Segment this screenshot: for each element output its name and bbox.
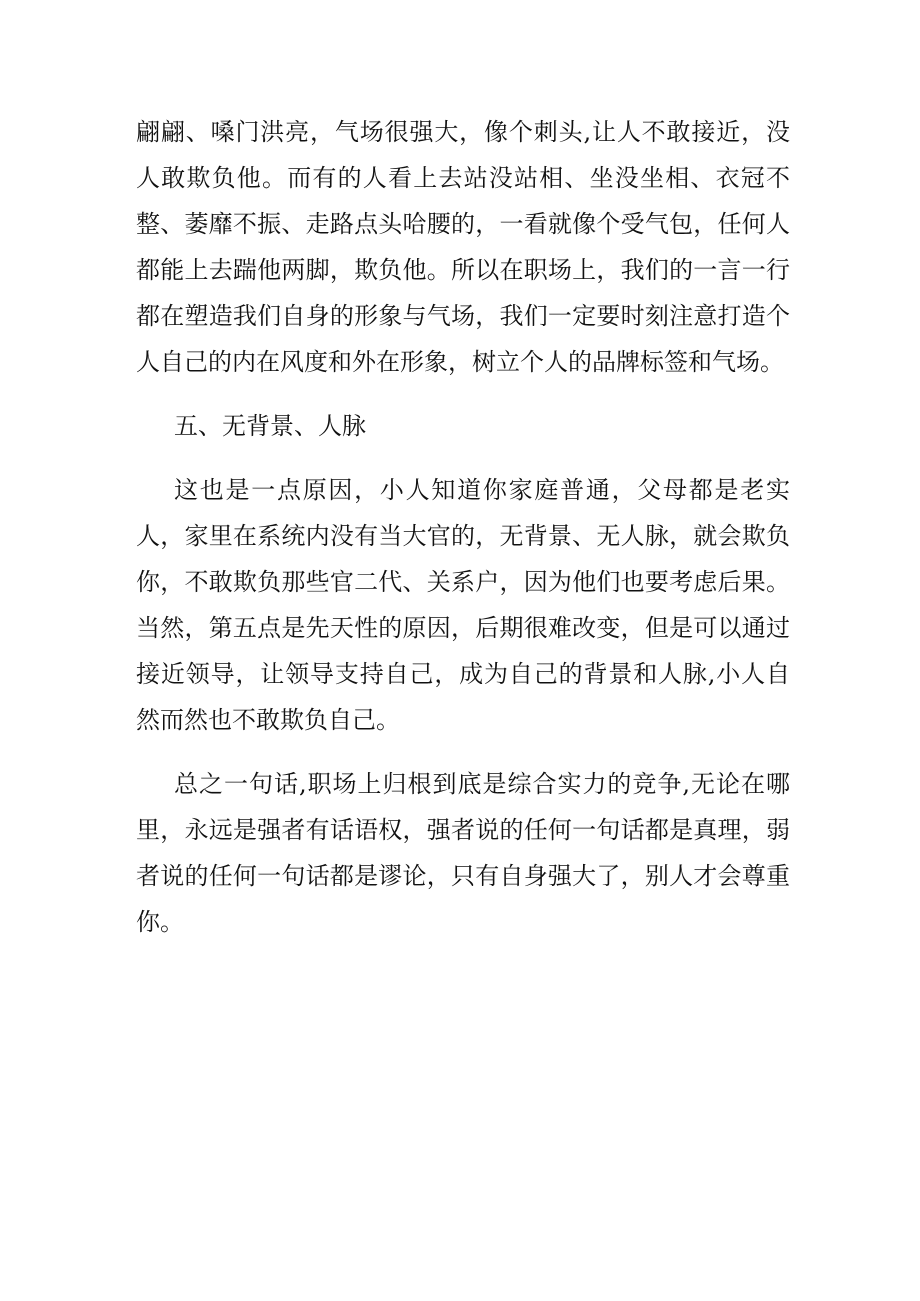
paragraph-background-connections: 这也是一点原因，小人知道你家庭普通，父母都是老实人，家里在系统内没有当大官的，无背景、无人脉，就会欺负你，不敢欺负那些官二代、关系户，因为他们也要考虑后果。当然，第五点是先天性的原因，后期很难改变，但是可以通过接近领导，让领导支持自己，成为自己的背景和人脉,小人自然而然也不敢欺负自己。 [136,476,790,734]
paragraph-continuation: 翩翩、嗓门洪亮，气场很强大，像个刺头,让人不敢接近，没人敢欺负他。而有的人看上去站没站相、坐没坐相、衣冠不整、萎靡不振、走路点头哈腰的，一看就像个受气包，任何人都能上去踹他两脚，欺负他。所以在职场上，我们的一言一行都在塑造我们自身的形象与气场，我们一定要时刻注意打造个人自己的内在风度和外在形象，树立个人的品牌标签和气场。 [136,118,790,376]
document-body [136,109,790,945]
paragraph-conclusion: 总之一句话,职场上归根到底是综合实力的竞争,无论在哪里，永远是强者有话语权，强者说的任何一句话都是真理，弱者说的任何一句话都是谬论，只有自身强大了，别人才会尊重你。 [136,770,790,936]
section-heading-five: 五、无背景、人脉 [174,412,366,440]
